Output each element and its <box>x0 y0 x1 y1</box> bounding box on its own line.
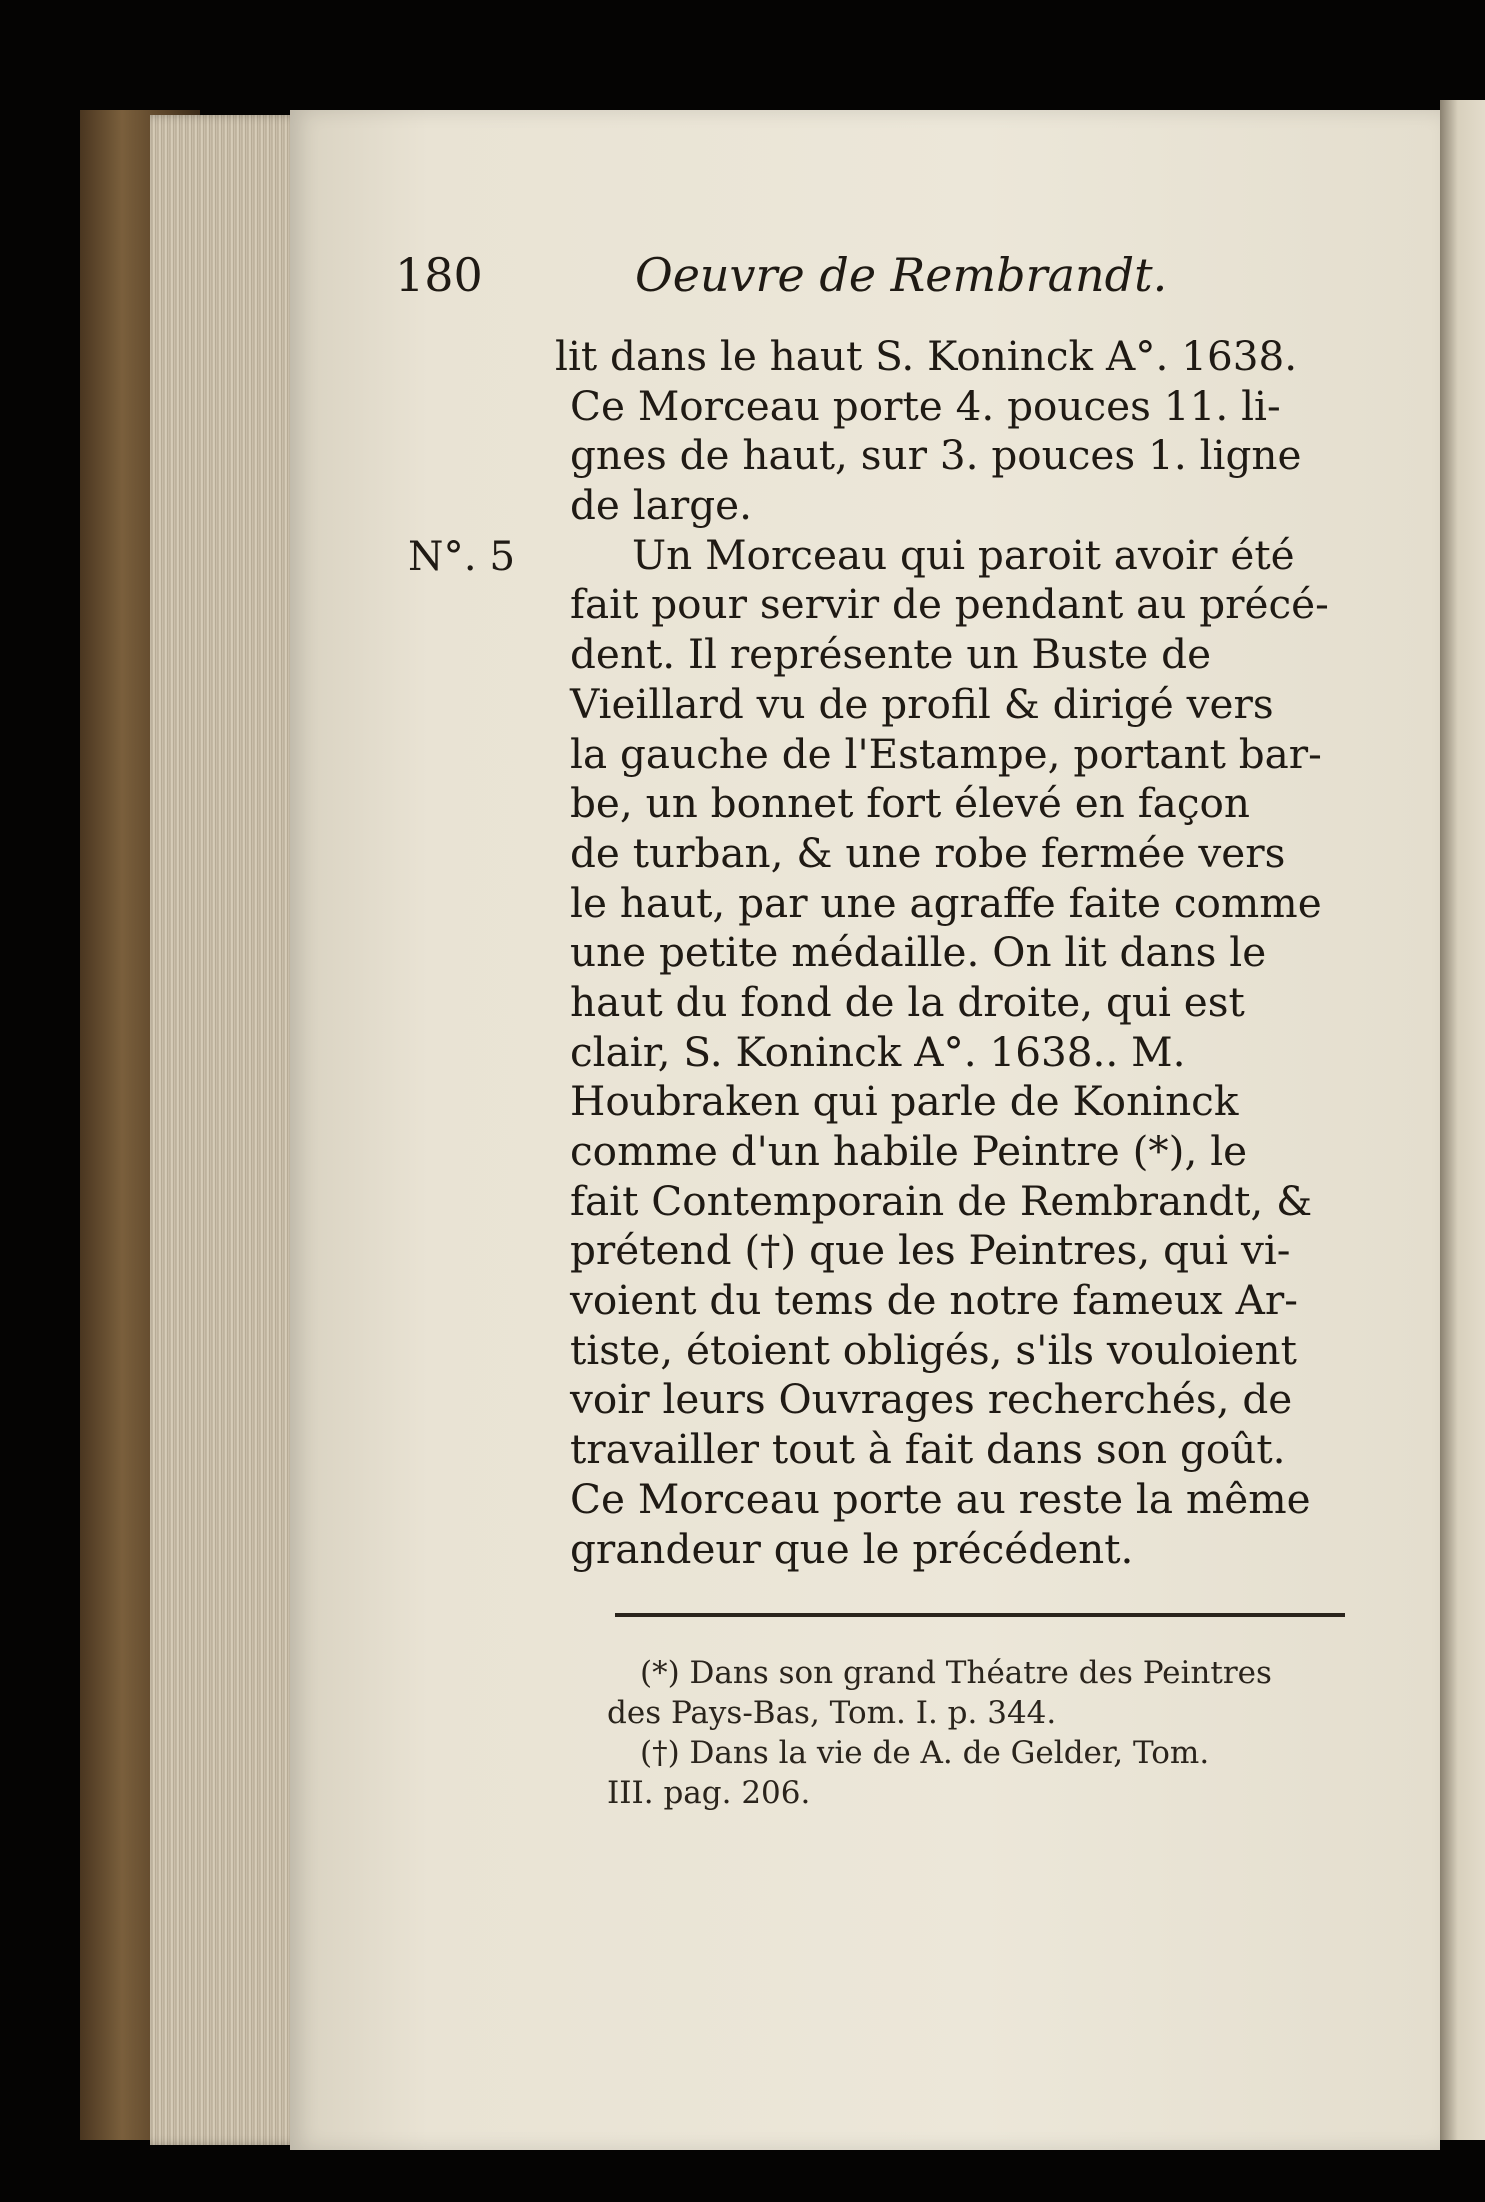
text-line: voient du tems de notre fameux Ar- <box>570 1276 1298 1325</box>
text-line: fait Contemporain de Rembrandt, & <box>570 1176 1313 1225</box>
footnotes <box>607 1653 1347 1813</box>
text-line: le haut, par une agraffe faite comme <box>570 878 1322 927</box>
text-line: comme d'un habile Peintre (*), le <box>570 1127 1248 1175</box>
text-line: dent. Il représente un Buste de <box>570 630 1212 679</box>
text-line: gnes de haut, sur 3. pouces 1. ligne <box>570 431 1302 480</box>
text-line: tiste, étoient obligés, s'ils vouloient <box>570 1325 1297 1374</box>
page-number: 180 <box>395 248 483 302</box>
text-line: voir leurs Ouvrages recherchés, de <box>570 1375 1293 1424</box>
text-line: fait pour servir de pendant au précé- <box>570 580 1329 629</box>
body-text <box>555 332 1340 1574</box>
text-line: Ce Morceau porte au reste la même <box>570 1474 1311 1523</box>
running-title: Oeuvre de Rembrandt. <box>635 248 1168 302</box>
footnote-line: III. pag. 206. <box>607 1775 811 1811</box>
text-line: grandeur que le précédent. <box>570 1524 1134 1573</box>
footnote-line: (†) Dans la vie de A. de Gelder, Tom. <box>640 1735 1210 1771</box>
text-line: travailler tout à fait dans son goût. <box>570 1425 1286 1474</box>
text-line: de turban, & une robe fermée vers <box>570 828 1286 877</box>
text-line: be, un bonnet fort élevé en façon <box>570 779 1250 828</box>
text-line: haut du fond de la droite, qui est <box>570 977 1245 1026</box>
footnote-line: (*) Dans son grand Théatre des Peintres <box>640 1655 1272 1691</box>
text-line: clair, S. Koninck A°. 1638.. M. <box>570 1027 1186 1076</box>
text-line: lit dans le haut S. Koninck A°. 1638. <box>555 332 1298 380</box>
text-line: la gauche de l'Estampe, portant bar- <box>570 729 1322 778</box>
text-line: Un Morceau qui paroit avoir été <box>632 530 1295 579</box>
footnote-divider <box>615 1613 1345 1617</box>
entry-number: N°. 5 <box>408 532 516 580</box>
text-line: Vieillard vu de profil & dirigé vers <box>570 679 1274 728</box>
text-line: prétend (†) que les Peintres, qui vi- <box>570 1226 1291 1275</box>
footnote-line: des Pays-Bas, Tom. I. p. 344. <box>607 1695 1057 1731</box>
text-line: une petite médaille. On lit dans le <box>570 928 1267 977</box>
text-line: Houbraken qui parle de Koninck <box>570 1077 1239 1126</box>
text-line: de large. <box>570 481 752 530</box>
text-line: Ce Morceau porte 4. pouces 11. li- <box>570 381 1281 430</box>
facing-page-edge <box>1440 100 1485 2140</box>
page-header <box>395 248 1295 308</box>
